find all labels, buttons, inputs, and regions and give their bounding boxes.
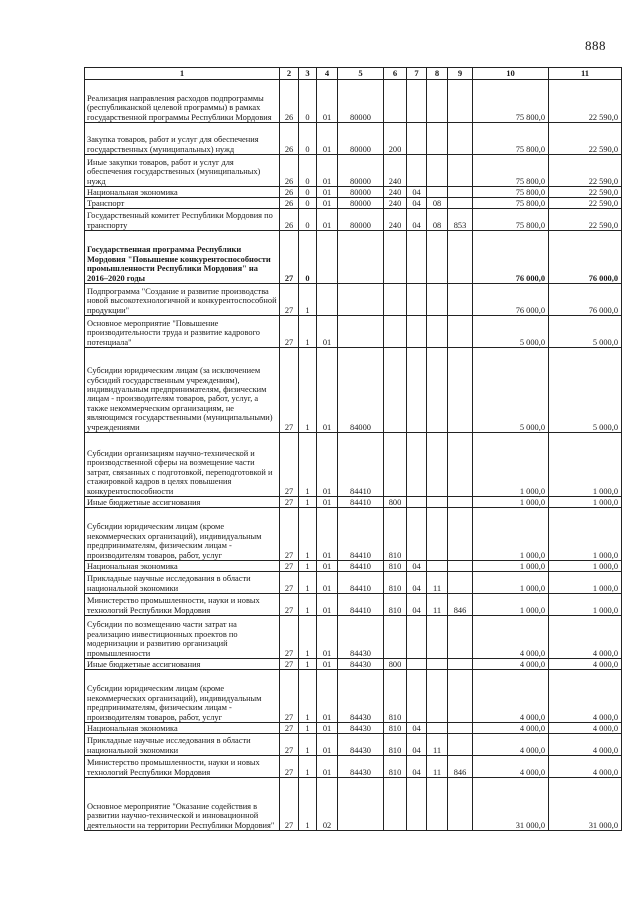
amount-2018-cell: 22 590,0 (549, 80, 622, 123)
osn-cell: 01 (317, 659, 338, 670)
amount-2018-cell: 1 000,0 (549, 497, 622, 508)
osn-cell: 01 (317, 497, 338, 508)
podrazdel-cell (427, 155, 448, 187)
sub-cell: 1 (299, 594, 317, 616)
napr-cell (338, 231, 384, 284)
table-row (85, 723, 622, 734)
row-name-cell: Субсидии юридическим лицам (за исключением субсидий государственным учреждениям), индивидуальным предпринимателям, физическим лицам - производителям товаров, работ, услуг, а также некоммерческим организациям, не являющимся государственными (муниципальными) учреждениями (85, 348, 280, 433)
sub-cell: 0 (299, 155, 317, 187)
table-row (85, 508, 622, 561)
sub-cell: 0 (299, 231, 317, 284)
osn-cell: 01 (317, 734, 338, 756)
glava-cell: 27 (280, 659, 299, 670)
ved-cell (448, 316, 473, 348)
ved-cell (448, 187, 473, 198)
razdel-cell (407, 123, 427, 155)
sub-cell: 1 (299, 508, 317, 561)
amount-2017-cell: 4 000,0 (473, 756, 549, 778)
column-header: 7 (407, 68, 427, 80)
vid-rashodov-cell: 240 (384, 209, 407, 231)
sub-cell: 1 (299, 497, 317, 508)
vid-rashodov-cell: 240 (384, 198, 407, 209)
amount-2018-cell: 22 590,0 (549, 123, 622, 155)
podrazdel-cell (427, 497, 448, 508)
sub-cell: 1 (299, 284, 317, 316)
glava-cell: 27 (280, 316, 299, 348)
ved-cell (448, 670, 473, 723)
vid-rashodov-cell: 810 (384, 734, 407, 756)
amount-2017-cell: 4 000,0 (473, 616, 549, 659)
amount-2017-cell: 75 800,0 (473, 80, 549, 123)
table-row (85, 316, 622, 348)
amount-2018-cell: 4 000,0 (549, 734, 622, 756)
page-number: 888 (585, 38, 606, 53)
amount-2017-cell: 1 000,0 (473, 508, 549, 561)
razdel-cell: 04 (407, 723, 427, 734)
column-header: 6 (384, 68, 407, 80)
glava-cell: 27 (280, 497, 299, 508)
napr-cell: 84430 (338, 616, 384, 659)
sub-cell: 1 (299, 670, 317, 723)
amount-2017-cell: 5 000,0 (473, 348, 549, 433)
row-name-cell: Субсидии юридическим лицам (кроме некоммерческих организаций), индивидуальным предпринимателям, физическим лицам - производителям товаров, работ, услуг (85, 508, 280, 561)
osn-cell: 01 (317, 670, 338, 723)
table-row (85, 497, 622, 508)
sub-cell: 1 (299, 734, 317, 756)
razdel-cell: 04 (407, 594, 427, 616)
amount-2018-cell: 4 000,0 (549, 670, 622, 723)
glava-cell: 27 (280, 778, 299, 831)
ved-cell (448, 723, 473, 734)
amount-2017-cell: 1 000,0 (473, 561, 549, 572)
podrazdel-cell (427, 80, 448, 123)
amount-2018-cell: 1 000,0 (549, 572, 622, 594)
glava-cell: 27 (280, 284, 299, 316)
razdel-cell (407, 348, 427, 433)
amount-2017-cell: 4 000,0 (473, 670, 549, 723)
vid-rashodov-cell (384, 433, 407, 497)
osn-cell (317, 284, 338, 316)
amount-2017-cell: 4 000,0 (473, 723, 549, 734)
sub-cell: 0 (299, 187, 317, 198)
osn-cell: 01 (317, 209, 338, 231)
row-name-cell: Основное мероприятие "Повышение производительности труда и развитие кадрового потенциала" (85, 316, 280, 348)
razdel-cell: 04 (407, 561, 427, 572)
vid-rashodov-cell: 810 (384, 756, 407, 778)
ved-cell (448, 616, 473, 659)
column-header: 11 (549, 68, 622, 80)
ved-cell (448, 198, 473, 209)
amount-2018-cell: 22 590,0 (549, 187, 622, 198)
table-row (85, 155, 622, 187)
glava-cell: 26 (280, 209, 299, 231)
razdel-cell (407, 616, 427, 659)
ved-cell (448, 734, 473, 756)
vid-rashodov-cell: 240 (384, 187, 407, 198)
napr-cell (338, 316, 384, 348)
napr-cell: 84000 (338, 348, 384, 433)
vid-rashodov-cell (384, 231, 407, 284)
osn-cell: 01 (317, 348, 338, 433)
vid-rashodov-cell (384, 616, 407, 659)
podrazdel-cell (427, 616, 448, 659)
podrazdel-cell (427, 508, 448, 561)
razdel-cell: 04 (407, 198, 427, 209)
napr-cell: 80000 (338, 80, 384, 123)
table-row (85, 348, 622, 433)
amount-2017-cell: 76 000,0 (473, 231, 549, 284)
amount-2017-cell: 76 000,0 (473, 284, 549, 316)
table-row (85, 572, 622, 594)
ved-cell (448, 348, 473, 433)
podrazdel-cell (427, 187, 448, 198)
napr-cell: 80000 (338, 187, 384, 198)
napr-cell: 84410 (338, 433, 384, 497)
sub-cell: 0 (299, 80, 317, 123)
podrazdel-cell: 11 (427, 734, 448, 756)
sub-cell: 1 (299, 348, 317, 433)
razdel-cell: 04 (407, 572, 427, 594)
vid-rashodov-cell (384, 284, 407, 316)
osn-cell: 01 (317, 594, 338, 616)
amount-2017-cell: 1 000,0 (473, 572, 549, 594)
sub-cell: 0 (299, 198, 317, 209)
amount-2017-cell: 75 800,0 (473, 209, 549, 231)
ved-cell: 846 (448, 756, 473, 778)
sub-cell: 1 (299, 561, 317, 572)
podrazdel-cell: 11 (427, 594, 448, 616)
column-header: 1 (85, 68, 280, 80)
podrazdel-cell: 11 (427, 756, 448, 778)
column-header: 4 (317, 68, 338, 80)
row-name-cell: Субсидии организациям научно-технической и производственной сферы на возмещение части затрат, связанных с подготовкой, переподготовкой и стажировкой кадров в целях повышения конкурентоспособности (85, 433, 280, 497)
glava-cell: 26 (280, 187, 299, 198)
table-row (85, 561, 622, 572)
razdel-cell: 04 (407, 756, 427, 778)
header-row (85, 68, 622, 80)
podrazdel-cell (427, 670, 448, 723)
razdel-cell (407, 778, 427, 831)
ved-cell (448, 80, 473, 123)
razdel-cell (407, 508, 427, 561)
amount-2017-cell: 75 800,0 (473, 155, 549, 187)
table-body (85, 80, 622, 831)
podrazdel-cell (427, 284, 448, 316)
row-name-cell: Основное мероприятие "Оказание содействия в развитии научно-технической и инновационной деятельности на территории Республики Мордовия" (85, 778, 280, 831)
glava-cell: 26 (280, 123, 299, 155)
amount-2017-cell: 1 000,0 (473, 594, 549, 616)
table-row (85, 198, 622, 209)
ved-cell (448, 561, 473, 572)
ved-cell (448, 778, 473, 831)
table-row (85, 594, 622, 616)
napr-cell (338, 284, 384, 316)
amount-2017-cell: 31 000,0 (473, 778, 549, 831)
podrazdel-cell (427, 778, 448, 831)
amount-2018-cell: 5 000,0 (549, 316, 622, 348)
glava-cell: 27 (280, 756, 299, 778)
razdel-cell: 04 (407, 187, 427, 198)
glava-cell: 27 (280, 572, 299, 594)
amount-2018-cell: 1 000,0 (549, 594, 622, 616)
vid-rashodov-cell (384, 348, 407, 433)
razdel-cell (407, 231, 427, 284)
napr-cell: 84430 (338, 659, 384, 670)
osn-cell: 01 (317, 198, 338, 209)
table-row (85, 756, 622, 778)
amount-2018-cell: 76 000,0 (549, 231, 622, 284)
amount-2018-cell: 5 000,0 (549, 348, 622, 433)
glava-cell: 27 (280, 231, 299, 284)
glava-cell: 27 (280, 616, 299, 659)
napr-cell: 80000 (338, 123, 384, 155)
ved-cell (448, 155, 473, 187)
ved-cell (448, 508, 473, 561)
razdel-cell (407, 155, 427, 187)
glava-cell: 26 (280, 198, 299, 209)
napr-cell: 84410 (338, 594, 384, 616)
napr-cell: 84410 (338, 561, 384, 572)
row-name-cell: Государственная программа Республики Мордовия "Повышение конкурентоспособности промышленности Республики Мордовия" на 2016–2020 годы (85, 231, 280, 284)
vid-rashodov-cell: 810 (384, 723, 407, 734)
napr-cell: 84430 (338, 670, 384, 723)
podrazdel-cell (427, 561, 448, 572)
column-header: 3 (299, 68, 317, 80)
vid-rashodov-cell (384, 80, 407, 123)
amount-2018-cell: 22 590,0 (549, 209, 622, 231)
glava-cell: 27 (280, 670, 299, 723)
amount-2017-cell: 4 000,0 (473, 734, 549, 756)
amount-2017-cell: 1 000,0 (473, 497, 549, 508)
amount-2017-cell: 4 000,0 (473, 659, 549, 670)
amount-2017-cell: 75 800,0 (473, 187, 549, 198)
razdel-cell (407, 433, 427, 497)
osn-cell: 01 (317, 187, 338, 198)
amount-2018-cell: 31 000,0 (549, 778, 622, 831)
column-header: 2 (280, 68, 299, 80)
vid-rashodov-cell: 810 (384, 508, 407, 561)
ved-cell (448, 284, 473, 316)
glava-cell: 26 (280, 155, 299, 187)
vid-rashodov-cell: 200 (384, 123, 407, 155)
amount-2018-cell: 4 000,0 (549, 659, 622, 670)
podrazdel-cell: 08 (427, 209, 448, 231)
razdel-cell (407, 80, 427, 123)
napr-cell: 80000 (338, 209, 384, 231)
osn-cell: 01 (317, 572, 338, 594)
napr-cell (338, 778, 384, 831)
amount-2017-cell: 5 000,0 (473, 316, 549, 348)
ved-cell (448, 497, 473, 508)
napr-cell: 80000 (338, 155, 384, 187)
ved-cell: 853 (448, 209, 473, 231)
podrazdel-cell: 08 (427, 198, 448, 209)
vid-rashodov-cell: 810 (384, 670, 407, 723)
row-name-cell: Субсидии по возмещению части затрат на реализацию инвестиционных проектов по модернизации и развитию организаций промышленности (85, 616, 280, 659)
row-name-cell: Национальная экономика (85, 723, 280, 734)
vid-rashodov-cell: 800 (384, 497, 407, 508)
napr-cell: 84430 (338, 734, 384, 756)
table-row (85, 231, 622, 284)
table-row (85, 778, 622, 831)
sub-cell: 1 (299, 616, 317, 659)
column-header: 9 (448, 68, 473, 80)
podrazdel-cell (427, 659, 448, 670)
osn-cell (317, 231, 338, 284)
row-name-cell: Прикладные научные исследования в области национальной экономики (85, 572, 280, 594)
row-name-cell: Министерство промышленности, науки и новых технологий Республики Мордовия (85, 756, 280, 778)
vid-rashodov-cell: 810 (384, 561, 407, 572)
ved-cell (448, 231, 473, 284)
osn-cell: 01 (317, 433, 338, 497)
podrazdel-cell (427, 231, 448, 284)
row-name-cell: Государственный комитет Республики Мордовия по транспорту (85, 209, 280, 231)
ved-cell: 846 (448, 594, 473, 616)
osn-cell: 01 (317, 561, 338, 572)
row-name-cell: Реализация направления расходов подпрограммы (республиканской целевой программы) в рамках государственной программы Республики Мордовия (85, 80, 280, 123)
osn-cell: 01 (317, 723, 338, 734)
osn-cell: 01 (317, 316, 338, 348)
napr-cell: 84410 (338, 497, 384, 508)
podrazdel-cell (427, 316, 448, 348)
sub-cell: 0 (299, 209, 317, 231)
napr-cell: 80000 (338, 198, 384, 209)
glava-cell: 26 (280, 80, 299, 123)
amount-2017-cell: 75 800,0 (473, 198, 549, 209)
razdel-cell (407, 659, 427, 670)
row-name-cell: Национальная экономика (85, 561, 280, 572)
glava-cell: 27 (280, 594, 299, 616)
table-row (85, 209, 622, 231)
row-name-cell: Закупка товаров, работ и услуг для обеспечения государственных (муниципальных) нужд (85, 123, 280, 155)
amount-2018-cell: 22 590,0 (549, 155, 622, 187)
table-row (85, 284, 622, 316)
row-name-cell: Транспорт (85, 198, 280, 209)
razdel-cell: 04 (407, 209, 427, 231)
row-name-cell: Прикладные научные исследования в области национальной экономики (85, 734, 280, 756)
glava-cell: 27 (280, 734, 299, 756)
podrazdel-cell (427, 123, 448, 155)
glava-cell: 27 (280, 433, 299, 497)
sub-cell: 1 (299, 756, 317, 778)
table-row (85, 433, 622, 497)
osn-cell: 01 (317, 756, 338, 778)
podrazdel-cell (427, 723, 448, 734)
row-name-cell: Субсидии юридическим лицам (кроме некоммерческих организаций), индивидуальным предпринимателям, физическим лицам - производителям товаров, работ, услуг (85, 670, 280, 723)
amount-2018-cell: 22 590,0 (549, 198, 622, 209)
osn-cell: 01 (317, 155, 338, 187)
osn-cell: 01 (317, 80, 338, 123)
sub-cell: 0 (299, 123, 317, 155)
sub-cell: 1 (299, 572, 317, 594)
razdel-cell (407, 497, 427, 508)
razdel-cell: 04 (407, 734, 427, 756)
razdel-cell (407, 670, 427, 723)
vid-rashodov-cell: 810 (384, 572, 407, 594)
sub-cell: 1 (299, 659, 317, 670)
glava-cell: 27 (280, 348, 299, 433)
amount-2018-cell: 4 000,0 (549, 723, 622, 734)
sub-cell: 1 (299, 723, 317, 734)
glava-cell: 27 (280, 723, 299, 734)
osn-cell: 02 (317, 778, 338, 831)
podrazdel-cell (427, 348, 448, 433)
table-row (85, 80, 622, 123)
glava-cell: 27 (280, 508, 299, 561)
column-header: 5 (338, 68, 384, 80)
osn-cell: 01 (317, 616, 338, 659)
amount-2018-cell: 1 000,0 (549, 508, 622, 561)
ved-cell (448, 659, 473, 670)
osn-cell: 01 (317, 508, 338, 561)
vid-rashodov-cell: 800 (384, 659, 407, 670)
table-row (85, 659, 622, 670)
napr-cell: 84430 (338, 723, 384, 734)
vid-rashodov-cell (384, 778, 407, 831)
podrazdel-cell (427, 433, 448, 497)
row-name-cell: Иные бюджетные ассигнования (85, 497, 280, 508)
table-row (85, 616, 622, 659)
table-row (85, 670, 622, 723)
amount-2017-cell: 1 000,0 (473, 433, 549, 497)
vid-rashodov-cell: 240 (384, 155, 407, 187)
napr-cell: 84410 (338, 572, 384, 594)
sub-cell: 1 (299, 778, 317, 831)
table-row (85, 187, 622, 198)
budget-table (84, 67, 622, 831)
amount-2017-cell: 75 800,0 (473, 123, 549, 155)
column-header: 10 (473, 68, 549, 80)
amount-2018-cell: 76 000,0 (549, 284, 622, 316)
razdel-cell (407, 316, 427, 348)
glava-cell: 27 (280, 561, 299, 572)
table-row (85, 123, 622, 155)
table-row (85, 734, 622, 756)
row-name-cell: Иные закупки товаров, работ и услуг для обеспечения государственных (муниципальных) нужд (85, 155, 280, 187)
row-name-cell: Министерство промышленности, науки и новых технологий Республики Мордовия (85, 594, 280, 616)
row-name-cell: Национальная экономика (85, 187, 280, 198)
vid-rashodov-cell: 810 (384, 594, 407, 616)
amount-2018-cell: 4 000,0 (549, 616, 622, 659)
amount-2018-cell: 1 000,0 (549, 561, 622, 572)
row-name-cell: Подпрограмма "Создание и развитие производства новой высокотехнологичной и конкурентоспособной продукции" (85, 284, 280, 316)
napr-cell: 84410 (338, 508, 384, 561)
ved-cell (448, 123, 473, 155)
napr-cell: 84430 (338, 756, 384, 778)
vid-rashodov-cell (384, 316, 407, 348)
row-name-cell: Иные бюджетные ассигнования (85, 659, 280, 670)
column-header: 8 (427, 68, 448, 80)
amount-2018-cell: 4 000,0 (549, 756, 622, 778)
podrazdel-cell: 11 (427, 572, 448, 594)
ved-cell (448, 433, 473, 497)
sub-cell: 1 (299, 433, 317, 497)
sub-cell: 1 (299, 316, 317, 348)
razdel-cell (407, 284, 427, 316)
ved-cell (448, 572, 473, 594)
osn-cell: 01 (317, 123, 338, 155)
amount-2018-cell: 1 000,0 (549, 433, 622, 497)
